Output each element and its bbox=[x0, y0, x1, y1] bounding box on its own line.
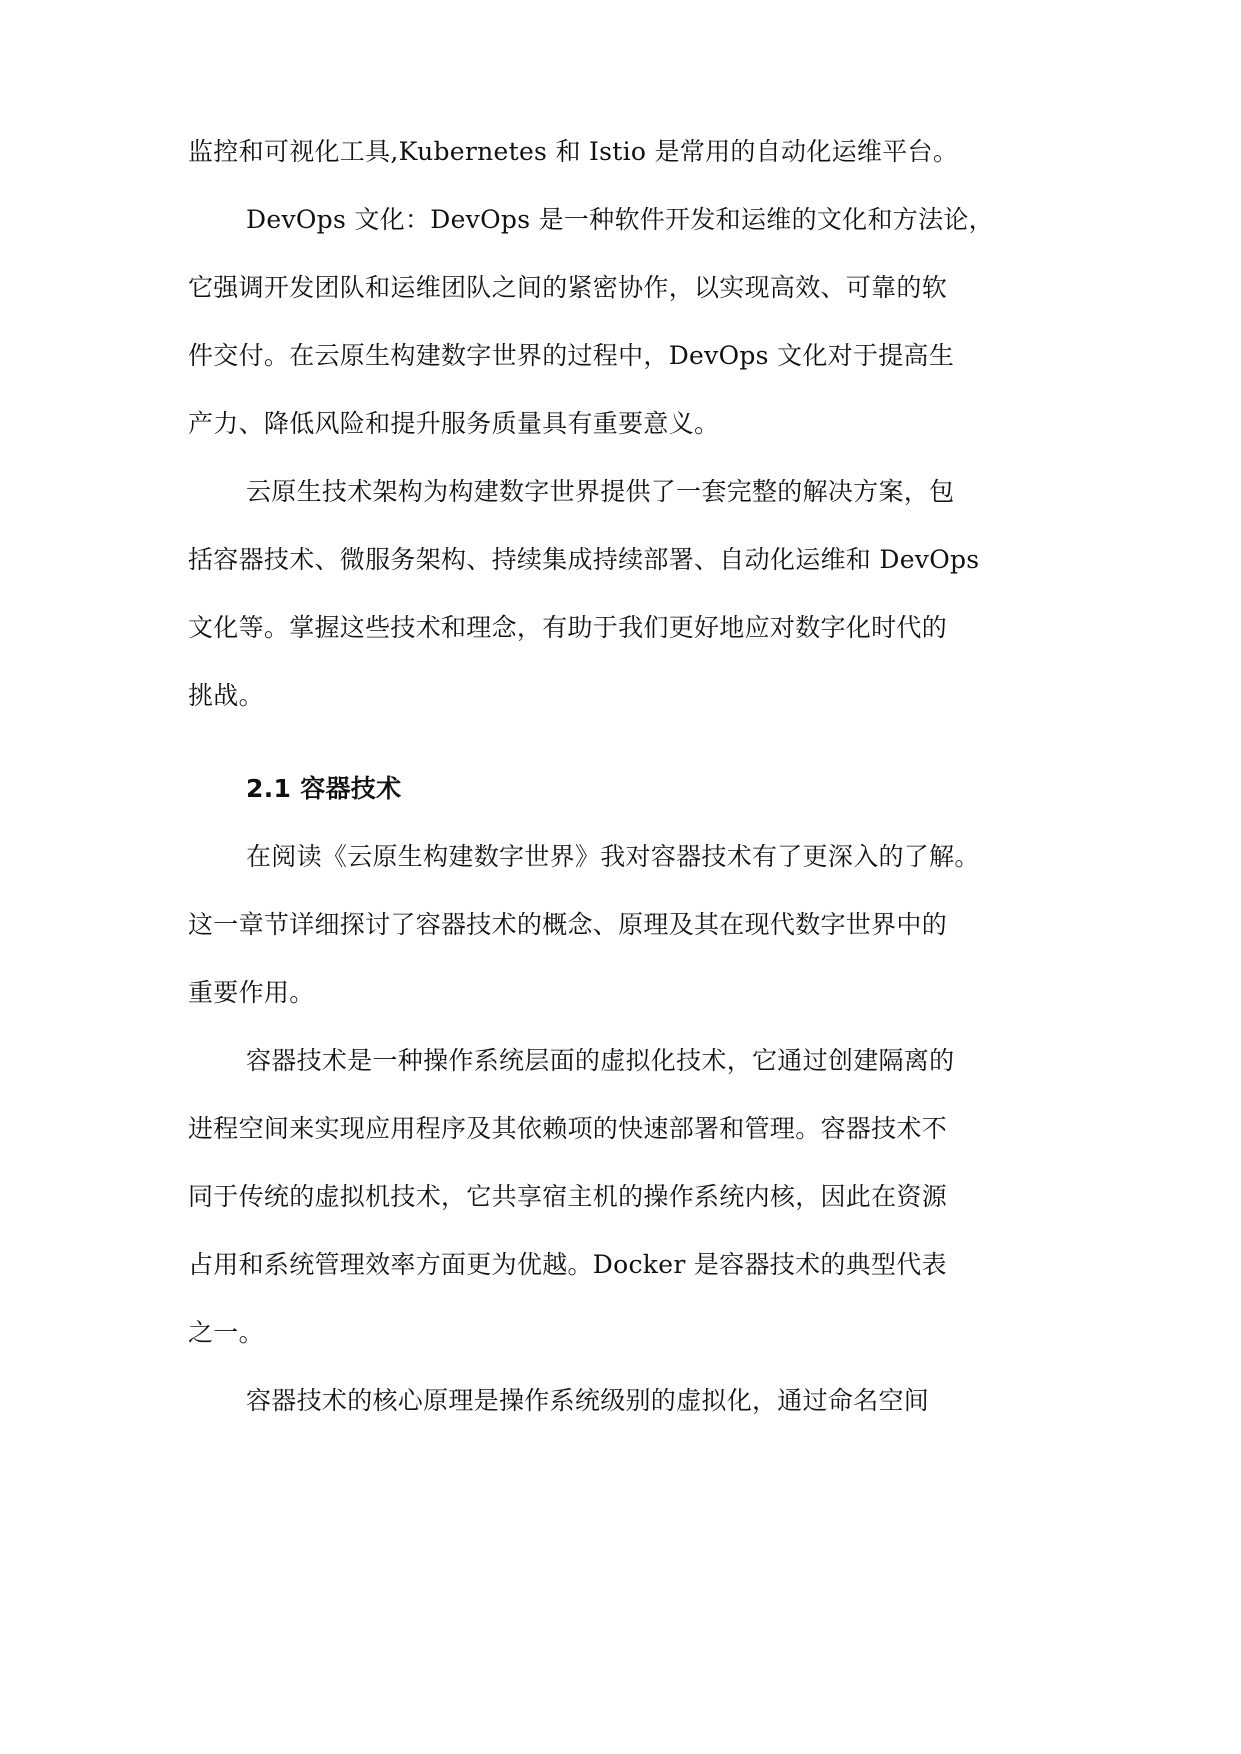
paragraph-line: DevOps 文化：DevOps 是一种软件开发和运维的文化和方法论， bbox=[246, 205, 994, 234]
paragraph-line: 件交付。在云原生构建数字世界的过程中，DevOps 文化对于提高生 bbox=[188, 341, 955, 370]
paragraph-line: 挑战。 bbox=[188, 681, 264, 710]
paragraph-line: 文化等。掌握这些技术和理念，有助于我们更好地应对数字化时代的 bbox=[188, 613, 948, 642]
paragraph-line: 括容器技术、微服务架构、持续集成持续部署、自动化运维和 DevOps bbox=[188, 545, 980, 574]
paragraph-line: 占用和系统管理效率方面更为优越。Docker 是容器技术的典型代表 bbox=[188, 1250, 947, 1279]
paragraph-line: 进程空间来实现应用程序及其依赖项的快速部署和管理。容器技术不 bbox=[188, 1114, 948, 1143]
paragraph-line: 它强调开发团队和运维团队之间的紧密协作，以实现高效、可靠的软 bbox=[188, 273, 948, 302]
paragraph-line: 容器技术是一种操作系统层面的虚拟化技术，它通过创建隔离的 bbox=[246, 1046, 955, 1075]
paragraph-line: 产力、降低风险和提升服务质量具有重要意义。 bbox=[188, 409, 720, 438]
paragraph-line: 在阅读《云原生构建数字世界》我对容器技术有了更深入的了解。 bbox=[246, 842, 980, 871]
paragraph-line: 重要作用。 bbox=[188, 978, 315, 1007]
paragraph-line: 云原生技术架构为构建数字世界提供了一套完整的解决方案，包 bbox=[246, 477, 955, 506]
paragraph-line: 之一。 bbox=[188, 1318, 264, 1347]
paragraph-line: 同于传统的虚拟机技术，它共享宿主机的操作系统内核，因此在资源 bbox=[188, 1182, 948, 1211]
paragraph-line: 这一章节详细探讨了容器技术的概念、原理及其在现代数字世界中的 bbox=[188, 910, 948, 939]
section-heading: 2.1 容器技术 bbox=[246, 774, 402, 803]
paragraph-line: 容器技术的核心原理是操作系统级别的虚拟化，通过命名空间 bbox=[246, 1386, 930, 1415]
paragraph-line: 监控和可视化工具,Kubernetes 和 Istio 是常用的自动化运维平台。 bbox=[188, 137, 959, 166]
